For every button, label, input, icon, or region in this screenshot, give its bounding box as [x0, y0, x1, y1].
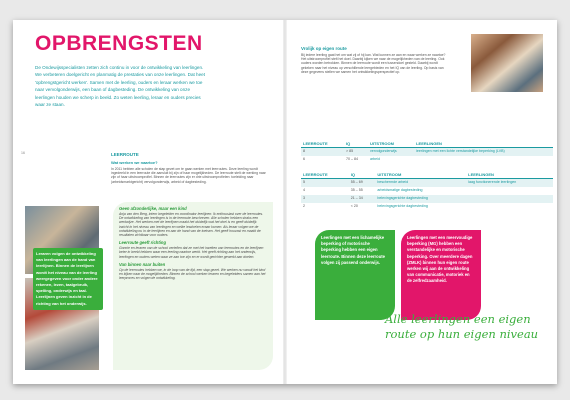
card-text-1: Anja van den Berg, intern begeleider en coordinator leerlijnen: Ik enthousiast over de leerroutes. De ontwikkeling van leerlingen is in de leerroute beschreven. Alle scholen hebben straks een werkwijze. Het werken met de leerlijnen maakt het duidelijk wat het doel is en geeft duidelijk inzicht in het niveau van leerlingen en welke lesdoelen eraan komen. Als leraar volgen we de ontwikkeling nu in de leerlijnen en aan de hand van de toetsen. Het geeft houvast en maakt de resultaten zichtbaar voor ouders. — [119, 212, 264, 238]
pink-info-box: Leerlingen met een meervoudige beperking (MG) hebben een verstandelijke en motorische beperking. Over meerdere dagen (ZMLK) binnen hun eigen route werken wij aan de ontwikkeling van communicatie, motoriek en de zelfredzaamheid. — [401, 230, 481, 320]
col-iq: IQ — [349, 171, 376, 179]
card-text-3: Op de leerroutes hebben we, in de loop van de tijd, een stap gezet. We werken nu vanuit het kind en kijken naar de mogelijkheden. Binnen de school werken leraren en begeleiders samen aan het leerproces en volgen de ontwikkeling. — [119, 267, 266, 281]
photo-child-writing — [471, 34, 543, 92]
table-row: 2 < 20 belevingsgerichte dagbesteding — [303, 204, 428, 208]
table-row: 6 70 – 84 arbeid — [303, 157, 380, 161]
brochure-spread — [13, 20, 557, 384]
left-page — [13, 20, 285, 384]
table-row: 4 35 – 55 arbeidsmatige dagbesteding — [303, 188, 423, 192]
col-uitstroom: UITSTROOM — [368, 140, 414, 148]
table-row: 8 > 85 vervolgonderwijs leerlingen met een lichte verstandelijke beperking (LVB) — [301, 148, 553, 157]
col-leerlingen: LEERLINGEN — [414, 140, 553, 148]
col-leerlingen: LEERLINGEN — [466, 171, 553, 179]
section-body: Bij iedere leerling gaat het om wat zij of hij kan. Wat kunnen ze aan en waar werken ze naartoe? Het uitstroomprofiel stelt het doel. Daarbij kijken we naar de mogelijkheden van de leerling. Ook ouders worden betrokken. Binnen de leerroute wordt een tussendoel gesteld. Daarbij wordt gekeken naar het niveau op verschillende leergebieden en het IQ van de leerling. Op basis van deze gegevens stellen we samen het ontwikkelingsperspectief op. — [301, 53, 446, 74]
script-quote: Alle leerlingen een eigen route op hun eigen niveau — [385, 312, 539, 341]
col-leerroute: LEERROUTE — [301, 140, 344, 148]
card-text-2: Gonnie en leraren van de school vertellen dat ze met het inzetten van leerroutes en de leerlijnen beter in beeld hebben waar een leerling naartoe werkt. Het geeft richting aan het onderwijs, leerlingen en ouders weten waar ze aan toe zijn en er wordt gerichter gewerkt aan doelen. — [119, 246, 264, 259]
testimonial-card — [113, 202, 273, 370]
page-title: OPBRENGSTEN — [35, 32, 203, 55]
card-heading-1: Geen afzonderlijke, maar een kind — [119, 206, 187, 211]
leerroute-table-2 — [301, 171, 553, 211]
card-heading-3: Van binnen naar buiten — [119, 261, 166, 267]
green-info-box: Leerlingen met een lichamelijke beperking of motorische beperking hebben een eigen leerroute. Binnen deze leerroute volgen zij passend onderwijs. — [315, 230, 395, 320]
right-page — [285, 20, 557, 384]
leerroute-subheading: Wat werken we naartoe? — [111, 160, 158, 165]
table-row: 5 55 – 69 beschermde arbeid laag functionerende leerlingen — [301, 179, 553, 188]
leerroute-body: In 2011 hebben alle scholen de stap gezet om te gaan werken met leerroutes. Deze leerling wordt ingedeeld in een leerroute die aansluit bij zijn of haar mogelijkheden. De leerroute stelt de werking naar zijn of haar uitstroomprofiel. Binnen de leerroutes zijn er drie uitstroomprofielen: toeleiding naar (arbeidsmarktgericht) vervolgonderwijs, arbeid of dagbesteding. — [111, 167, 266, 184]
col-leerroute: LEERROUTE — [301, 171, 349, 179]
leerroute-table-1 — [301, 140, 553, 164]
leerroute-heading: LEERROUTE — [111, 152, 139, 157]
section-title: Vrolijk op eigen route — [301, 46, 347, 51]
col-iq: IQ — [344, 140, 368, 148]
table-row: 3 21 – 34 belevingsgerichte dagbesteding — [301, 195, 553, 203]
card-heading-2: Leerroute geeft richting — [119, 240, 166, 246]
col-uitstroom: UITSTROOM — [375, 171, 466, 179]
page-number-left: 16 — [21, 151, 25, 155]
green-callout: Leraren volgen de ontwikkeling van leerlingen aan de hand van leerlijnen. Binnen de leerlijnen wordt het niveau van de leerling weergegeven voor onder andere rekenen, lezen, taalgebruik, spelling, onderwijs en taal. Leerlijnen geven inzicht in de richting van het onderwijs. — [33, 248, 103, 310]
intro-text: De Ondewijsspecialisten zetten zich continu in voor de ontwikkeling van leerlingen. We verbeteren doelgericht en planmatig de prestaties van onze leerlingen. Dat heet 'opbrengstgericht werken'. Samen met de leerling, ouders en leraar werken we toe naar vervolgonderwijs, een baan of dagbesteding. De ontwikkeling van onze leerlingen houden we scherp in beeld. Zo weten leerling, leraar en ouders precies waar ze staan. — [35, 65, 205, 108]
